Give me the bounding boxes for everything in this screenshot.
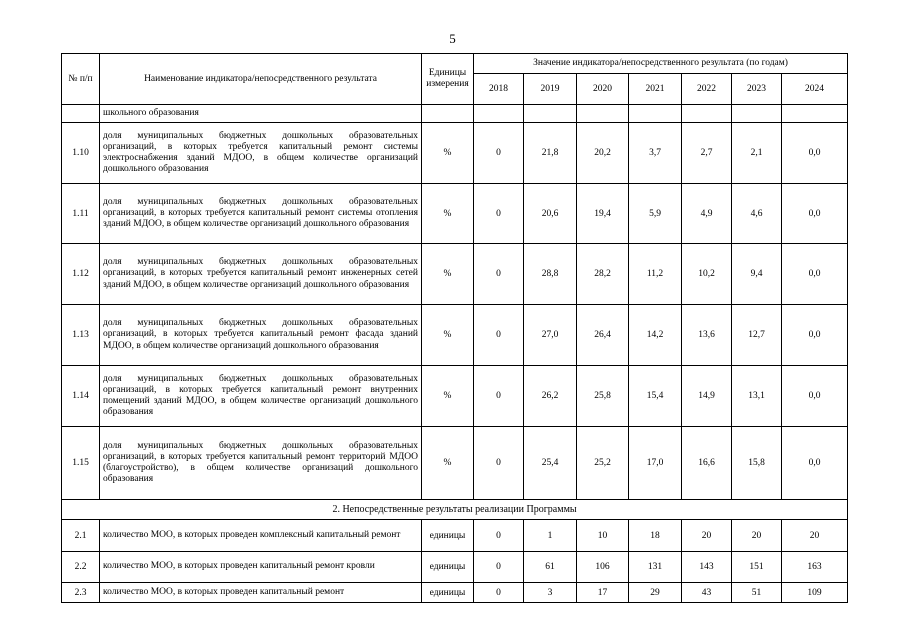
row-value: 109: [782, 583, 848, 603]
row-indicator-name: количество МОО, в которых проведен капитальный ремонт: [100, 583, 422, 603]
row-value: 0: [474, 427, 524, 500]
row-value: 3: [524, 583, 577, 603]
row-value: 0: [474, 305, 524, 366]
row-indicator-name: количество МОО, в которых проведен комплексный капитальный ремонт: [100, 520, 422, 552]
row-value: 2,7: [682, 123, 732, 184]
row-value: 0: [474, 583, 524, 603]
row-value: 20,2: [577, 123, 629, 184]
table-row: [62, 520, 848, 552]
row-indicator-name: доля муниципальных бюджетных дошкольных образовательных организаций, в которых требуется капитальный ремонт системы электроснабжения зданий МДОО, в общем количестве организаций дошкольного образования: [100, 123, 422, 184]
row-value: 0: [474, 520, 524, 552]
row-value: 25,8: [577, 366, 629, 427]
row-unit: %: [422, 184, 474, 244]
row-value: 26,4: [577, 305, 629, 366]
row-value: 29: [629, 583, 682, 603]
row-value: 0,0: [782, 184, 848, 244]
table-row: [62, 123, 848, 184]
header-year: 2020: [577, 74, 629, 105]
row-value: 163: [782, 552, 848, 583]
table-row: [62, 184, 848, 244]
row-value: 26,2: [524, 366, 577, 427]
row-number: 2.3: [62, 583, 100, 603]
row-value: 20,6: [524, 184, 577, 244]
row-value: 0,0: [782, 244, 848, 305]
row-value: 25,2: [577, 427, 629, 500]
row-value: 131: [629, 552, 682, 583]
row-value: 16,6: [682, 427, 732, 500]
row-value: 0: [474, 552, 524, 583]
row-value: 28,2: [577, 244, 629, 305]
row-value: 27,0: [524, 305, 577, 366]
row-value: 15,4: [629, 366, 682, 427]
table-row: [62, 244, 848, 305]
row-unit: %: [422, 366, 474, 427]
row-indicator-name: доля муниципальных бюджетных дошкольных образовательных организаций, в которых требуется капитальный ремонт системы отопления зданий МДОО, в общем количестве организаций дошкольного образования: [100, 184, 422, 244]
section-row: [62, 500, 848, 520]
row-value: 25,4: [524, 427, 577, 500]
row-value: 0: [474, 244, 524, 305]
row-number: 1.10: [62, 123, 100, 184]
continuation-text: школьного образования: [100, 105, 422, 123]
row-value: 143: [682, 552, 732, 583]
header-unit: Единицы измерения: [422, 54, 474, 105]
row-unit: %: [422, 244, 474, 305]
row-value: 11,2: [629, 244, 682, 305]
row-value: 43: [682, 583, 732, 603]
header-values-title: Значение индикатора/непосредственного результата (по годам): [474, 54, 848, 74]
row-value: 0: [474, 366, 524, 427]
row-value: 14,2: [629, 305, 682, 366]
row-value: 0: [474, 184, 524, 244]
row-indicator-name: доля муниципальных бюджетных дошкольных образовательных организаций, в которых требуется капитальный ремонт внутренних помещений зданий МДОО, в общем количестве организаций дошкольного образования: [100, 366, 422, 427]
table-row: [62, 305, 848, 366]
header-year: 2019: [524, 74, 577, 105]
row-value: 0,0: [782, 305, 848, 366]
row-value: 21,8: [524, 123, 577, 184]
row-value: 10: [577, 520, 629, 552]
row-value: 13,1: [732, 366, 782, 427]
row-value: 15,8: [732, 427, 782, 500]
row-unit: %: [422, 305, 474, 366]
header-year: 2018: [474, 74, 524, 105]
row-value: 2,1: [732, 123, 782, 184]
row-value: 3,7: [629, 123, 682, 184]
row-value: 28,8: [524, 244, 577, 305]
header-name: Наименование индикатора/непосредственного результата: [100, 54, 422, 105]
row-value: 20: [782, 520, 848, 552]
indicator-table: [61, 53, 848, 603]
row-value: 151: [732, 552, 782, 583]
row-indicator-name: доля муниципальных бюджетных дошкольных образовательных организаций, в которых требуется капитальный ремонт фасада зданий МДОО, в общем количестве организаций дошкольного образования: [100, 305, 422, 366]
row-indicator-name: доля муниципальных бюджетных дошкольных образовательных организаций, в которых требуется капитальный ремонт территорий МДОО (благоустройство), в общем количестве организаций дошкольного образования: [100, 427, 422, 500]
row-unit: единицы: [422, 583, 474, 603]
row-value: 0,0: [782, 366, 848, 427]
page-number: 5: [449, 31, 456, 46]
row-indicator-name: доля муниципальных бюджетных дошкольных образовательных организаций, в которых требуется капитальный ремонт инженерных сетей зданий МДОО, в общем количестве организаций дошкольного образования: [100, 244, 422, 305]
row-unit: единицы: [422, 552, 474, 583]
row-value: 0,0: [782, 123, 848, 184]
row-number: 1.13: [62, 305, 100, 366]
row-value: 18: [629, 520, 682, 552]
row-value: 9,4: [732, 244, 782, 305]
continuation-row: [62, 105, 848, 123]
row-value: 20: [732, 520, 782, 552]
row-number: 2.1: [62, 520, 100, 552]
row-unit: %: [422, 427, 474, 500]
row-number: 1.11: [62, 184, 100, 244]
row-value: 4,9: [682, 184, 732, 244]
row-value: 14,9: [682, 366, 732, 427]
row-value: 106: [577, 552, 629, 583]
header-year: 2023: [732, 74, 782, 105]
row-unit: %: [422, 123, 474, 184]
row-value: 0: [474, 123, 524, 184]
row-number: 1.14: [62, 366, 100, 427]
table-row: [62, 552, 848, 583]
row-number: 1.12: [62, 244, 100, 305]
section-title: 2. Непосредственные результаты реализации Программы: [62, 500, 848, 520]
header-year: 2024: [782, 74, 848, 105]
row-value: 10,2: [682, 244, 732, 305]
row-value: 12,7: [732, 305, 782, 366]
row-value: 17: [577, 583, 629, 603]
row-value: 13,6: [682, 305, 732, 366]
row-indicator-name: количество МОО, в которых проведен капитальный ремонт кровли: [100, 552, 422, 583]
row-value: 20: [682, 520, 732, 552]
row-value: 5,9: [629, 184, 682, 244]
row-number: 2.2: [62, 552, 100, 583]
table-row: [62, 583, 848, 603]
table-row: [62, 366, 848, 427]
row-value: 19,4: [577, 184, 629, 244]
row-value: 61: [524, 552, 577, 583]
row-value: 0,0: [782, 427, 848, 500]
header-year: 2021: [629, 74, 682, 105]
row-value: 1: [524, 520, 577, 552]
row-value: 17,0: [629, 427, 682, 500]
header-year: 2022: [682, 74, 732, 105]
header-num: № п/п: [62, 54, 100, 105]
row-value: 4,6: [732, 184, 782, 244]
row-number: 1.15: [62, 427, 100, 500]
table-row: [62, 427, 848, 500]
row-value: 51: [732, 583, 782, 603]
row-unit: единицы: [422, 520, 474, 552]
